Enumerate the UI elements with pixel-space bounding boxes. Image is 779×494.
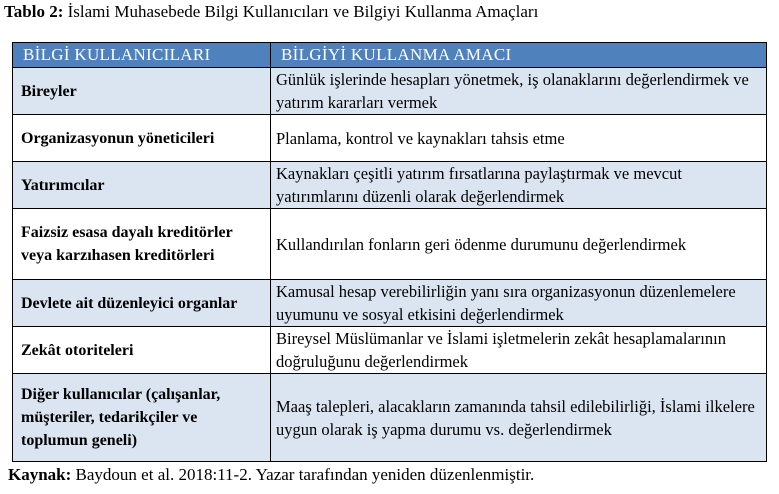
source-label: Kaynak: <box>8 465 72 484</box>
purpose-cell: Kullandırılan fonların geri ödenme durumunu değerlendirmek <box>271 209 767 280</box>
table-row <box>13 115 767 162</box>
table-row <box>13 209 767 280</box>
table-header-row <box>13 43 767 68</box>
purpose-cell: Bireysel Müslümanlar ve İslami işletmelerin zekât hesaplamalarının doğruluğunu değerlendirmek <box>271 327 767 374</box>
user-cell: Zekât otoriteleri <box>13 327 271 374</box>
user-cell: Yatırımcılar <box>13 162 271 209</box>
header-purpose: BİLGİYİ KULLANMA AMACI <box>271 43 767 68</box>
purpose-cell: Kaynakları çeşitli yatırım fırsatlarına paylaştırmak ve mevcut yatırımlarını düzenli olarak değerlendirmek <box>271 162 767 209</box>
info-users-table <box>12 42 767 462</box>
source-text: Baydoun et al. 2018:11-2. Yazar tarafından yeniden düzenlenmiştir. <box>71 465 535 484</box>
table-row <box>13 374 767 462</box>
purpose-cell: Günlük işlerinde hesapları yönetmek, iş olanaklarını değerlendirmek ve yatırım kararları vermek <box>271 68 767 115</box>
purpose-cell: Planlama, kontrol ve kaynakları tahsis etme <box>271 115 767 162</box>
table-row <box>13 162 767 209</box>
purpose-cell: Maaş talepleri, alacakların zamanında tahsil edilebilirliği, İslami ilkelere uygun olarak iş yapma durumu vs. değerlendirmek <box>271 374 767 462</box>
caption-text: İslami Muhasebede Bilgi Kullanıcıları ve Bilgiyi Kullanma Amaçları <box>63 2 539 21</box>
user-cell: Devlete ait düzenleyici organlar <box>13 280 271 327</box>
header-users: BİLGİ KULLANICILARI <box>13 43 271 68</box>
caption-label: Tablo 2: <box>4 2 64 21</box>
user-cell: Organizasyonun yöneticileri <box>13 115 271 162</box>
user-cell: Bireyler <box>13 68 271 115</box>
user-cell: Faizsiz esasa dayalı kreditörler veya karzıhasen kreditörleri <box>13 209 271 280</box>
table-caption <box>4 2 538 22</box>
purpose-cell: Kamusal hesap verebilirliğin yanı sıra organizasyonun düzenlemelere uyumunu ve sosyal etkisini değerlendirmek <box>271 280 767 327</box>
table-row <box>13 68 767 115</box>
table-row <box>13 327 767 374</box>
user-cell: Diğer kullanıcılar (çalışanlar, müşteriler, tedarikçiler ve toplumun geneli) <box>13 374 271 462</box>
table-row <box>13 280 767 327</box>
source-note <box>8 465 534 485</box>
